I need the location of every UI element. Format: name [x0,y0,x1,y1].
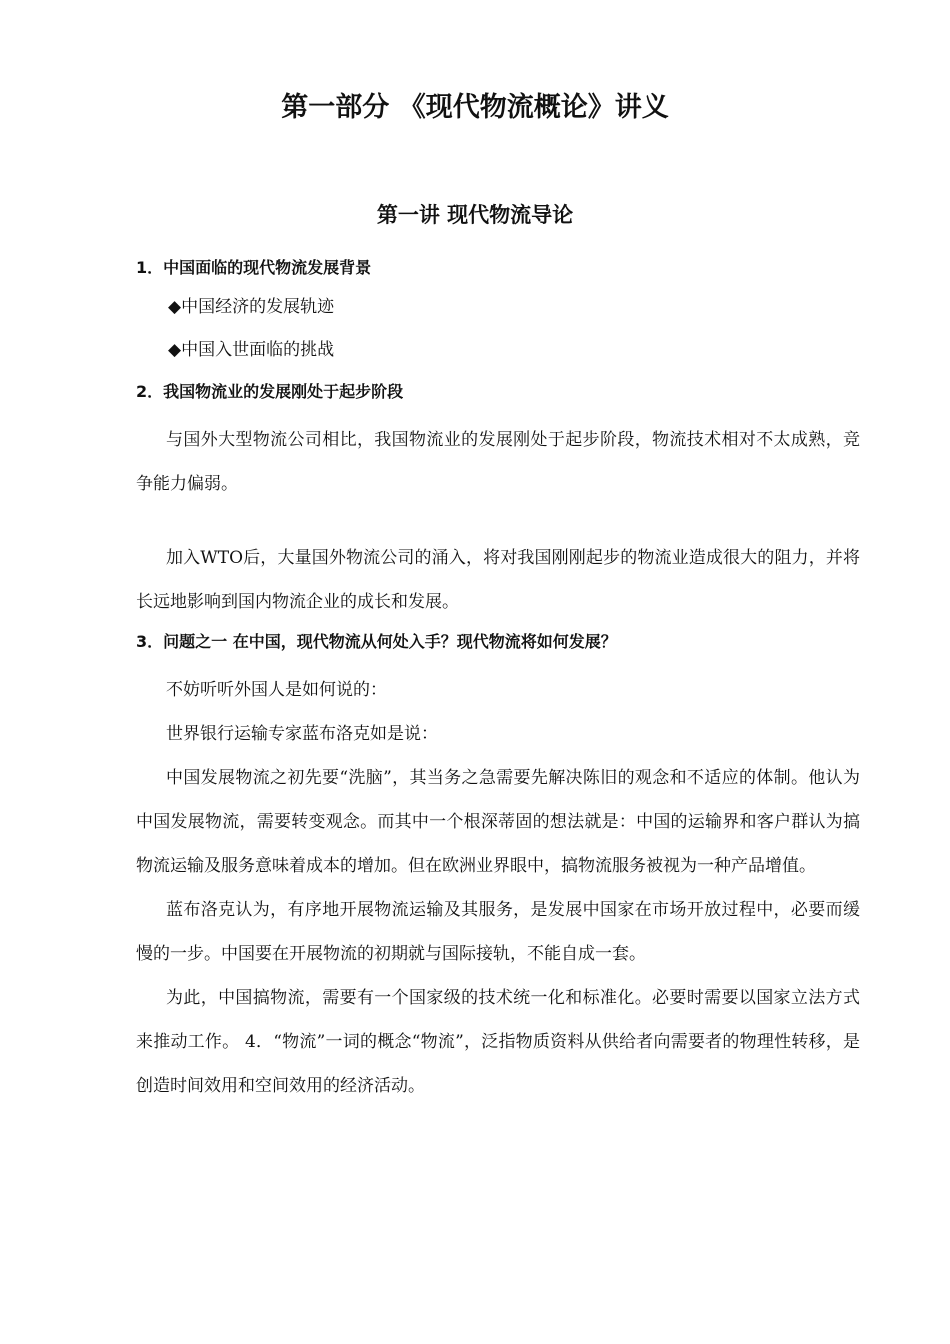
lecture-title: 第一讲 现代物流导论 [376,203,574,227]
section-heading-2: 2．我国物流业的发展刚处于起步阶段 [136,382,404,401]
paragraph-mindset: 中国发展物流之初先要“洗脑”，其当务之急需要先解决陈旧的观念和不适应的体制。他认为中国发展物流，需要转变观念。而其中一个根深蒂固的想法就是：中国的运输界和客户群认为搞物流运输及服务意味着成本的增加。但在欧洲业界眼中，搞物流服务被视为一种产品增值。 [136,768,860,876]
section-heading-1: 1．中国面临的现代物流发展背景 [136,258,372,277]
paragraph-comparison: 与国外大型物流公司相比，我国物流业的发展刚处于起步阶段，物流技术相对不太成熟，竞争能力偏弱。 [136,430,860,494]
bullet-item-wto-challenge: ◆中国入世面临的挑战 [168,340,335,360]
paragraph-standardization-definition: 为此，中国搞物流，需要有一个国家级的技术统一化和标准化。必要时需要以国家立法方式来推动工作。 4．“物流”一词的概念“物流”，泛指物质资料从供给者向需要者的物理性转移，是创造时间效用和空间效用的经济活动。 [136,988,860,1096]
document-title: 第一部分 《现代物流概论》讲义 [281,92,669,123]
paragraph-intro-question: 不妨听听外国人是如何说的： [166,680,387,700]
document-content [136,250,860,1108]
section-heading-3: 3．问题之一 在中国，现代物流从何处入手？现代物流将如何发展？ [136,632,617,651]
paragraph-wto-impact: 加入WTO后，大量国外物流公司的涌入，将对我国刚刚起步的物流业造成很大的阻力，并将长远地影响到国内物流企业的成长和发展。 [136,548,860,612]
paragraph-orderly-development: 蓝布洛克认为，有序地开展物流运输及其服务，是发展中国家在市场开放过程中，必要而缓慢的一步。中国要在开展物流的初期就与国际接轨，不能自成一套。 [136,900,860,964]
paragraph-expert-intro: 世界银行运输专家蓝布洛克如是说： [166,724,438,744]
bullet-item-economy: ◆中国经济的发展轨迹 [168,297,335,317]
blank-spacer [136,506,860,536]
